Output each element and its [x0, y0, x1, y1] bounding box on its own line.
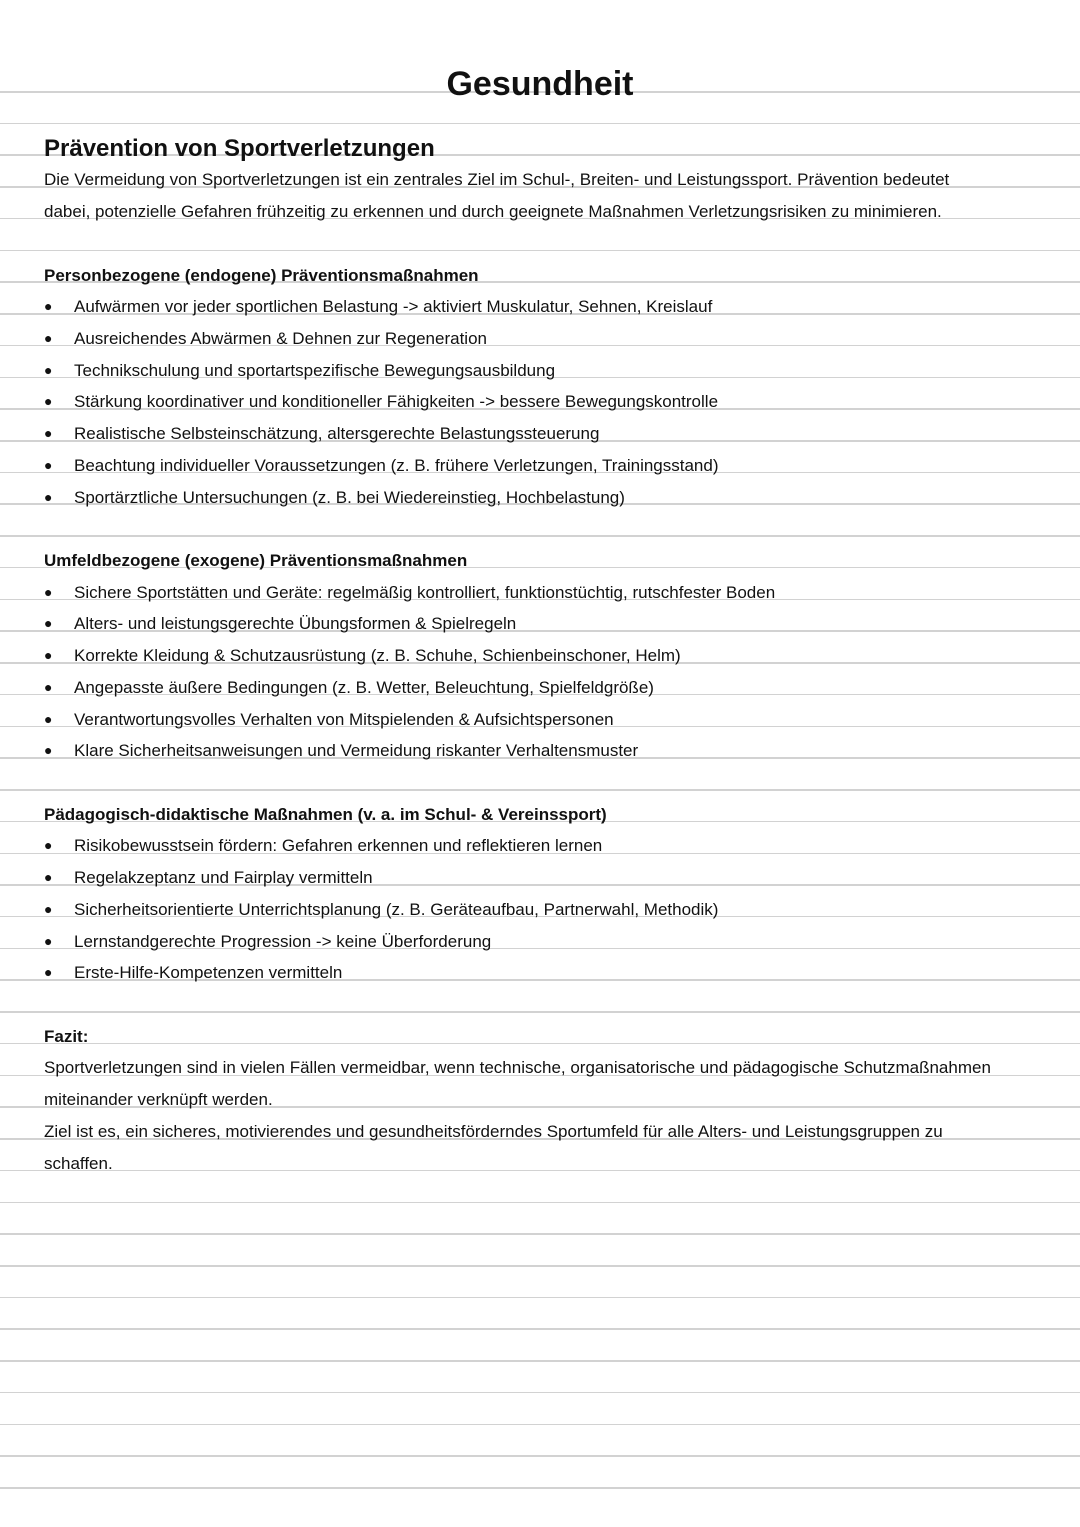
list-item: [44, 418, 1044, 450]
list-item: [44, 482, 1044, 514]
ruled-line: [0, 1233, 1080, 1235]
ruled-line: [0, 1487, 1080, 1489]
ruled-line: [0, 1392, 1080, 1394]
fazit-line: miteinander verknüpft werden.: [44, 1090, 273, 1110]
ruled-line: [0, 1265, 1080, 1267]
bullet-icon: ●: [44, 456, 53, 473]
bullet-icon: ●: [44, 710, 53, 727]
list-item: [44, 291, 1044, 323]
bullet-icon: ●: [44, 964, 53, 981]
list-item-text: Erste-Hilfe-Kompetenzen vermitteln: [74, 963, 343, 983]
list-item-text: Sportärztliche Untersuchungen (z. B. bei Wiedereinstieg, Hochbelastung): [74, 487, 625, 507]
list-item: [44, 704, 1044, 736]
list-item-text: Risikobewusstsein fördern: Gefahren erkennen und reflektieren lernen: [74, 836, 603, 856]
list-item-text: Alters- und leistungsgerechte Übungsformen & Spielregeln: [74, 614, 517, 634]
list-item-text: Technikschulung und sportartspezifische Bewegungsausbildung: [74, 360, 556, 380]
subsection-heading: Personbezogene (endogene) Präventionsmaßnahmen: [44, 265, 479, 285]
intro-line: Die Vermeidung von Sportverletzungen ist ein zentrales Ziel im Schul-, Breiten- und Leistungssport. Prävention bedeutet: [44, 170, 950, 190]
list-item-text: Beachtung individueller Voraussetzungen (z. B. frühere Verletzungen, Trainingsstand): [74, 455, 719, 475]
bullet-icon: ●: [44, 742, 53, 759]
fazit-line: Ziel ist es, ein sicheres, motivierendes und gesundheitsförderndes Sportumfeld für alle Alters- und Leistungsgruppen zu: [44, 1121, 943, 1141]
ruled-line: [0, 1360, 1080, 1362]
ruled-line: [0, 1328, 1080, 1330]
list-item: [44, 894, 1044, 926]
fazit-line: Sportverletzungen sind in vielen Fällen vermeidbar, wenn technische, organisatorische und pädagogische Schutzmaßnahmen: [44, 1058, 991, 1078]
section-heading: Prävention von Sportverletzungen: [44, 134, 435, 162]
bullet-icon: ●: [44, 329, 53, 346]
ruled-line: [0, 1424, 1080, 1426]
list-item: [44, 672, 1044, 704]
intro-line: dabei, potenzielle Gefahren frühzeitig zu erkennen und durch geeignete Maßnahmen Verletzungsrisiken zu minimieren.: [44, 202, 942, 222]
list-item-text: Regelakzeptanz und Fairplay vermitteln: [74, 868, 373, 888]
list-item: [44, 640, 1044, 672]
bullet-icon: ●: [44, 425, 53, 442]
page-title: Gesundheit: [446, 65, 634, 104]
list-item-text: Aufwärmen vor jeder sportlichen Belastung -> aktiviert Muskulatur, Sehnen, Kreislauf: [74, 297, 713, 317]
fazit-heading: Fazit:: [44, 1026, 89, 1046]
ruled-line: [0, 1297, 1080, 1299]
bullet-icon: ●: [44, 615, 53, 632]
bullet-icon: ●: [44, 900, 53, 917]
list-item: [44, 830, 1044, 862]
bullet-icon: ●: [44, 932, 53, 949]
list-item: [44, 577, 1044, 609]
list-item: [44, 735, 1044, 767]
ruled-line: [0, 1455, 1080, 1457]
bullet-icon: ●: [44, 837, 53, 854]
list-item: [44, 957, 1044, 989]
bullet-icon: ●: [44, 583, 53, 600]
list-item-text: Verantwortungsvolles Verhalten von Mitspielenden & Aufsichtspersonen: [74, 709, 614, 729]
list-item-text: Sicherheitsorientierte Unterrichtsplanung (z. B. Geräteaufbau, Partnerwahl, Methodik): [74, 899, 719, 919]
bullet-icon: ●: [44, 393, 53, 410]
list-item: [44, 862, 1044, 894]
list-item: [44, 386, 1044, 418]
list-item-text: Realistische Selbsteinschätzung, altersgerechte Belastungssteuerung: [74, 424, 600, 444]
list-item: [44, 608, 1044, 640]
bullet-icon: ●: [44, 678, 53, 695]
list-item-text: Stärkung koordinativer und konditioneller Fähigkeiten -> bessere Bewegungskontrolle: [74, 392, 719, 412]
ruled-line: [0, 1202, 1080, 1204]
list-item: [44, 355, 1044, 387]
list-item-text: Klare Sicherheitsanweisungen und Vermeidung riskanter Verhaltensmuster: [74, 741, 639, 761]
bullet-icon: ●: [44, 298, 53, 315]
list-item-text: Angepasste äußere Bedingungen (z. B. Wetter, Beleuchtung, Spielfeldgröße): [74, 677, 654, 697]
bullet-icon: ●: [44, 488, 53, 505]
list-item-text: Ausreichendes Abwärmen & Dehnen zur Regeneration: [74, 328, 487, 348]
document-body: [44, 65, 1044, 1179]
list-item-text: Korrekte Kleidung & Schutzausrüstung (z. B. Schuhe, Schienbeinschoner, Helm): [74, 646, 681, 666]
bullet-icon: ●: [44, 869, 53, 886]
subsection-heading: Umfeldbezogene (exogene) Präventionsmaßnahmen: [44, 550, 468, 570]
list-item-text: Sichere Sportstätten und Geräte: regelmäßig kontrolliert, funktionstüchtig, rutschfester Boden: [74, 582, 776, 602]
fazit-line: schaffen.: [44, 1153, 113, 1173]
bullet-icon: ●: [44, 361, 53, 378]
list-item: [44, 323, 1044, 355]
list-item: [44, 450, 1044, 482]
list-item-text: Lernstandgerechte Progression -> keine Überforderung: [74, 931, 492, 951]
bullet-icon: ●: [44, 647, 53, 664]
list-item: [44, 926, 1044, 958]
subsection-heading: Pädagogisch-didaktische Maßnahmen (v. a. im Schul- & Vereinssport): [44, 804, 607, 824]
